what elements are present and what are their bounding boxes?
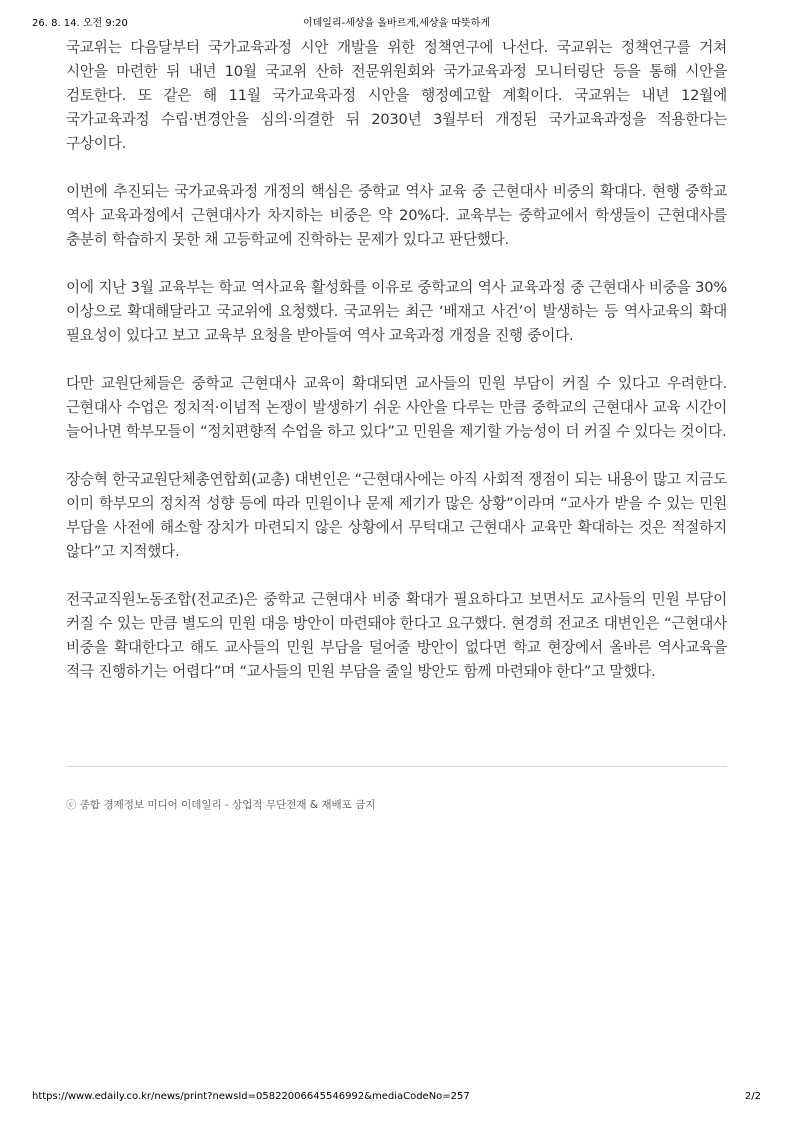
article-paragraph: 다만 교원단체들은 중학교 근현대사 교육이 확대되면 교사들의 민원 부담이 커질 수 있다고 우려한다. 근현대사 수업은 정치적·이념적 논쟁이 발생하기 쉬운 사안을 다루는 만큼 중학교의 근현대사 교육 시간이 늘어나면 학부모들이 “정치편향적 수업을 하고 있다”고 민원을 제기할 가능성이 더 커질 수 있다는 것이다. [66, 375, 727, 440]
article-paragraph: 이번에 추진되는 국가교육과정 개정의 핵심은 중학교 역사 교육 중 근현대사 비중의 확대다. 현행 중학교 역사 교육과정에서 근현대사가 차지하는 비중은 약 20%다. 교육부는 중학교에서 학생들이 근현대사를 충분히 학습하지 못한 채 고등학교에 진학하는 문제가 있다고 판단했다. [66, 183, 727, 248]
article-divider [66, 766, 727, 767]
print-datetime: 26. 8. 14. 오전 9:20 [32, 18, 128, 29]
article-paragraph: 국교위는 다음달부터 국가교육과정 시안 개발을 위한 정책연구에 나선다. 국교위는 정책연구를 거쳐 시안을 마련한 뒤 내년 10월 국교위 산하 전문위원회와 국가교육과정 모니터링단 등을 통해 시안을 검토한다. 또 같은 해 11월 국가교육과정 시안을 행정예고할 계획이다. 국교위는 내년 12월에 국가교육과정 수립·변경안을 심의·의결한 뒤 2030년 3월부터 개정된 국가교육과정을 적용한다는 구상이다. [66, 39, 727, 152]
article-body [66, 36, 727, 708]
print-footer [32, 1091, 761, 1105]
copyright-notice: ⓒ 종합 경제정보 미디어 이데일리 - 상업적 무단전재 & 재배포 금지 [66, 799, 376, 811]
print-url: https://www.edaily.co.kr/news/print?newsId=05822006645546992&mediaCodeNo=257 [32, 1091, 470, 1102]
print-header [32, 14, 761, 28]
article-paragraph: 장승혁 한국교원단체총연합회(교총) 대변인은 “근현대사에는 아직 사회적 쟁점이 되는 내용이 많고 지금도 이미 학부모의 정치적 성향 등에 따라 민원이나 문제 제기가 많은 상황”이라며 “교사가 받을 수 있는 민원 부담을 사전에 해소할 장치가 마련되지 않은 상황에서 무턱대고 근현대사 교육만 확대하는 것은 적절하지 않다”고 지적했다. [66, 471, 727, 560]
print-page-title: 이데일리-세상을 올바르게,세상을 따뜻하게 [302, 18, 491, 29]
article-paragraph: 전국교직원노동조합(전교조)은 중학교 근현대사 비중 확대가 필요하다고 보면서도 교사들의 민원 부담이 커질 수 있는 만큼 별도의 민원 대응 방안이 마련돼야 한다고 요구했다. 현경희 전교조 대변인은 “근현대사 비중을 확대한다고 해도 교사들의 민원 부담을 덜어줄 방안이 없다면 학교 현장에서 올바른 역사교육을 적극 진행하기는 어렵다”며 “교사들의 민원 부담을 줄일 방안도 함께 마련돼야 한다”고 말했다. [66, 591, 727, 680]
page-number: 2/2 [744, 1091, 761, 1102]
article-paragraph: 이에 지난 3월 교육부는 학교 역사교육 활성화를 이유로 중학교의 역사 교육과정 중 근현대사 비중을 30% 이상으로 확대해달라고 국교위에 요청했다. 국교위는 최근 ‘배재고 사건’이 발생하는 등 역사교육의 확대 필요성이 있다고 보고 교육부 요청을 받아들여 역사 교육과정 개정을 진행 중이다. [66, 279, 727, 344]
